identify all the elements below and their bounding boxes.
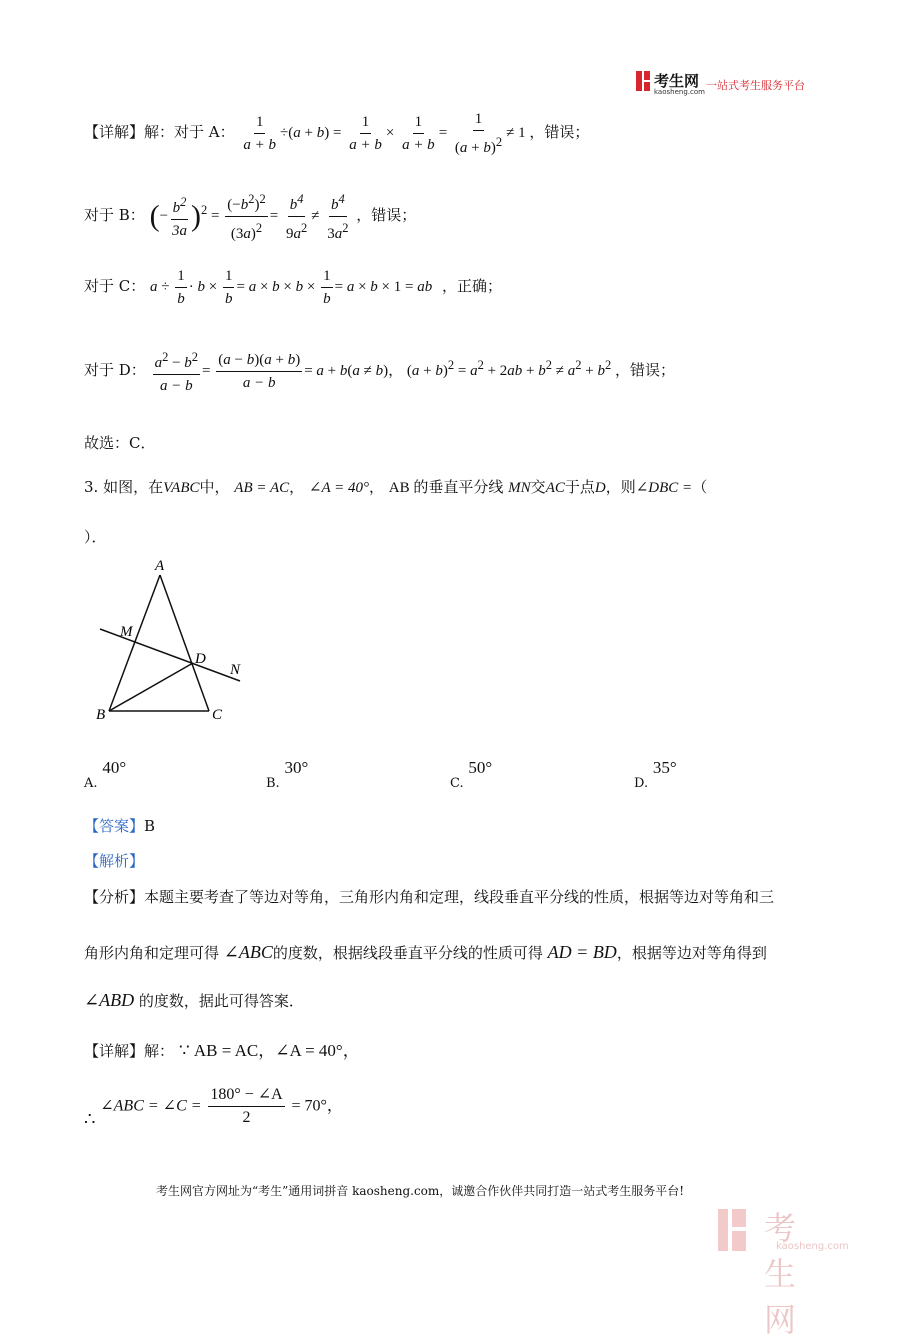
option-value: 35° [652, 758, 677, 777]
label-b: B [96, 707, 106, 723]
option-a-label: 对于 A： [174, 122, 235, 141]
q3-stem-text: 于点 [564, 478, 595, 496]
q3-figure [96, 556, 246, 726]
detail-label: 【详解】 [84, 1042, 145, 1060]
option-b-label: 对于 B： [84, 205, 145, 224]
logo-slogan: 一站式考生服务平台 [706, 79, 805, 92]
therefore-symbol: ∴ [84, 1108, 96, 1130]
q3-ask: ∠DBC = [635, 480, 693, 496]
q3-stem-text: 如图，在 [103, 478, 164, 496]
option-letter: C. [450, 776, 464, 791]
option-c[interactable] [450, 758, 493, 791]
answer-line [84, 815, 155, 836]
q3-cond1: AB = AC [234, 480, 290, 496]
fenxi-line-2 [84, 942, 767, 963]
q2-conclusion: 故选：C． [84, 434, 156, 452]
calc-left: ∠ABC = ∠C = [100, 1097, 202, 1115]
q3-stem-text: AB 的垂直平分线 [388, 480, 504, 496]
option-a[interactable] [84, 758, 127, 791]
jie-label: 解： [144, 1042, 175, 1060]
detail-line-2 [84, 1084, 343, 1129]
option-value: 40° [102, 758, 127, 777]
d-verdict: ，错误； [614, 360, 675, 379]
q2-line-c [84, 265, 502, 310]
logo-domain: kaosheng.com [654, 88, 705, 96]
option-d-label: 对于 D： [84, 360, 146, 379]
analysis-label: 【解析】 [84, 852, 145, 870]
fenxi-text: ，根据等边对等角得到 [616, 944, 767, 962]
jie-label: 解： [144, 122, 175, 141]
fenxi-eq: AD = BD [547, 942, 617, 962]
formula-b: (− $\frac{b^2}{3a}$ )$^2$ = $\frac{(-b^2)^2}{(3a)^2}$ = $\frac{b^4}{9a^2}$ ≠ $\frac{b^4}{3a^2}$ [150, 208, 357, 224]
calc-denominator: 2 [242, 1109, 251, 1126]
segment-bd [109, 663, 193, 711]
option-letter: D. [634, 776, 649, 791]
label-c: C [212, 707, 223, 723]
q2-line-a [84, 108, 589, 159]
fenxi-line-1 [84, 886, 774, 907]
watermark-domain: kaosheng.com [776, 1241, 849, 1252]
q3-paren: （ [692, 478, 708, 496]
answer-value: B [144, 817, 156, 835]
watermark-icon [716, 1205, 760, 1255]
calc-fraction [208, 1084, 284, 1129]
calc-right: = 70°， [291, 1097, 343, 1115]
q3-cond2: ∠A = 40° [308, 480, 370, 496]
option-letter: A. [84, 776, 98, 791]
q3-mn: MN [508, 480, 531, 496]
option-d[interactable] [634, 758, 677, 791]
q3-d: D [594, 480, 606, 496]
fenxi-text: 的度数，据此可得答案． [138, 992, 304, 1010]
option-value: 50° [468, 758, 493, 777]
q3-stem-text: 中， [199, 478, 230, 496]
q3-ac: AC [545, 480, 565, 496]
option-letter: B. [266, 776, 280, 791]
label-n: N [230, 662, 241, 678]
fenxi-text: 的度数，根据线段垂直平分线的性质可得 [272, 944, 543, 962]
fenxi-text: 本题主要考查了等边对等角，三角形内角和定理，线段垂直平分线的性质，根据等边对等角和三 [144, 888, 775, 906]
detail-line-1 [84, 1036, 360, 1061]
q3-stem: 3. 如图，在VABC中， AB = AC， ∠A = 40°， AB 的垂直平分线 MN交AC于点D，则∠DBC =（ [84, 478, 708, 496]
option-value: 30° [284, 758, 309, 777]
fenxi-line-3 [84, 990, 304, 1011]
answer-label: 【答案】 [84, 817, 145, 835]
c-verdict: ，正确； [441, 276, 502, 295]
side-ac [160, 575, 209, 711]
q3-stem-text: ，则 [605, 478, 636, 496]
calc-numerator: 180° − ∠A [208, 1084, 284, 1107]
formula-d: $\frac{a^2 - b^2}{a - b}$ = $\frac{(a - b)(a + b)}{a - b}$ = a + b(a ≠ b)， $(a + b)^2 = a^2 + 2ab + b^2 \ne a^2 + b^2$ [151, 363, 615, 379]
label-m: M [120, 624, 133, 640]
side-ab [109, 575, 160, 711]
formula-c: a ÷ $\frac{1}{b}$ · b × $\frac{1}{b}$ = a × b × b × $\frac{1}{b}$ = a × b × 1 = ab [150, 279, 436, 295]
q2-line-b [84, 188, 416, 245]
q3-number: 3. [84, 478, 99, 496]
a-verdict: ，错误； [529, 122, 590, 141]
option-c-label: 对于 C： [84, 276, 146, 295]
because-line: ∵ AB = AC，∠A = 40°， [178, 1041, 360, 1060]
q3-stem-text: 交 [530, 478, 546, 496]
fenxi-label: 【分析】 [84, 888, 145, 906]
fenxi-angle: ∠ABC [223, 942, 273, 962]
label-a: A [155, 558, 165, 574]
footer-text: 考生网官方网址为“考生”通用词拼音 kaosheng.com，诚邀合作伙伴共同打造一站式考生服务平台! [156, 1184, 685, 1198]
b-verdict: ，错误； [356, 205, 417, 224]
q3-triangle: VABC [163, 480, 200, 496]
fenxi-angle: ∠ABD [84, 990, 135, 1010]
q3-paren-close: ）． [84, 528, 107, 546]
fenxi-text: 角形内角和定理可得 [84, 944, 220, 962]
detail-label: 【详解】 [84, 122, 145, 141]
option-b[interactable] [266, 758, 309, 791]
q2-line-d [84, 346, 675, 397]
logo-brand: 考生网 [654, 72, 700, 90]
formula-a: $\frac{1}{a + b}$ ÷(a + b) = $\frac{1}{a + b}$ × $\frac{1}{a + b}$ = $\frac{1}{(a + b)^2}$ ≠ 1 [239, 125, 529, 141]
label-d: D [195, 651, 206, 667]
watermark-brand: 考生网 [764, 1209, 797, 1339]
